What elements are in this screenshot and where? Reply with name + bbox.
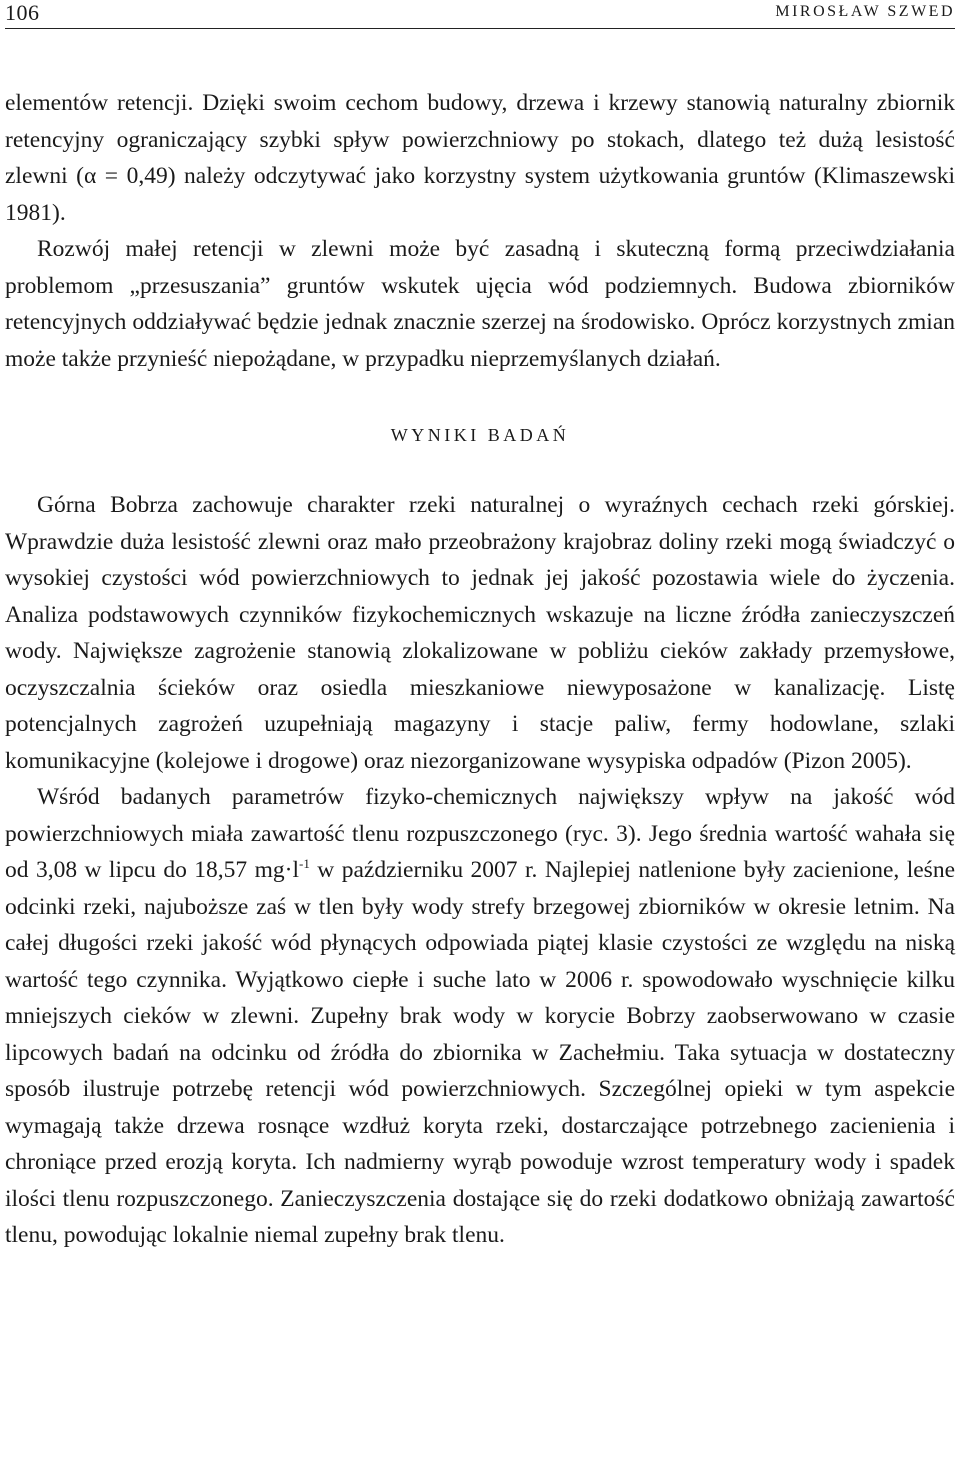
page-number: 106 bbox=[5, 0, 40, 25]
paragraph-retention-continuation: elementów retencji. Dzięki swoim cechom budowy, drzewa i krzewy stanowią naturalny zbiornik retencyjny ograniczający szybki spływ powierzchniowy po stokach, dlatego też dużą lesistość zlewni (α = 0,49) należy odczytywać jako korzystny system użytkowania gruntów (Klimaszewski 1981). bbox=[5, 90, 955, 226]
paragraph-small-retention: Rozwój małej retencji w zlewni może być zasadną i skuteczną formą przeciwdziałania problemom „przesuszania” gruntów wskutek ujęcia wód podziemnych. Budowa zbiorników retencyjnych oddziaływać będzie jednak znacznie szerzej na środowisko. Oprócz korzystnych zmian może także przynieść niepożądane, w przypadku nieprzemyślanych działań. bbox=[5, 236, 955, 372]
paragraph-oxygen-text-start: Wśród badanych parametrów fizyko-chemicznych największy wpływ na jakość wód powierzchniowych miała zawartość tlenu rozpuszczonego (ryc. 3). Jego średnia wartość wahała się od 3,08 w lipcu do 18,57 mg·l bbox=[5, 784, 955, 883]
unit-exponent: -1 bbox=[299, 856, 310, 871]
paragraph-oxygen-text-end: w październiku 2007 r. Najlepiej natlenione były zacienione, leśne odcinki rzeki, najuboższe zaś w tlen były wody strefy brzegowej zbiorników w okresie letnim. Na całej długości rzeki jakość wód płynących odpowiada piątej klasie czystości ze względu na niską wartość tego czynnika. Wyjątkowo ciepłe i suche lato w 2006 r. spowodowało wyschnięcie kilku mniejszych cieków w zlewni. Zupełny brak wody w korycie Bobrzy zaobserwowano w czasie lipcowych badań na odcinku od źródła do zbiornika w Zachełmiu. Taka sytuacja w dostateczny sposób ilustruje potrzebę retencji wód powierzchniowych. Szczególnej opieki w tym aspekcie wymagają także drzewa rosnące wzdłuż koryta rzeki, dostarczające potrzebnego zacienienia i chroniące przed erozją koryta. Ich nadmierny wyrąb powoduje wzrost temperatury wody i spadek ilości tlenu rozpuszczonego. Zanieczyszczenia dostające się do rzeki dodatkowo obniżają zawartość tlenu, powodując lokalnie niemal zupełny brak tlenu. bbox=[5, 857, 955, 1248]
section-heading: WYNIKI BADAŃ bbox=[390, 425, 570, 445]
running-header bbox=[5, 0, 955, 29]
book-page bbox=[5, 0, 955, 1254]
results-text bbox=[5, 487, 955, 1254]
running-author: MIROSŁAW SZWED bbox=[775, 3, 955, 20]
intro-text bbox=[5, 85, 955, 377]
paragraph-upper-bobrza: Górna Bobrza zachowuje charakter rzeki naturalnej o wyraźnych cechach rzeki górskiej. Wprawdzie duża lesistość zlewni oraz mało przeobrażony krajobraz doliny rzeki mogą świadczyć o wysokiej czystości wód powierzchniowych to jednak jej jakość pozostawia wiele do życzenia. Analiza podstawowych czynników fizykochemicznych wskazuje na liczne źródła zanieczyszczeń wody. Największe zagrożenie stanowią zlokalizowane w pobliżu cieków zakłady przemysłowe, oczyszczalnia ścieków oraz osiedla mieszkaniowe niewyposażone w kanalizację. Listę potencjalnych zagrożeń uzupełniają magazyny i stacje paliw, fermy hodowlane, szlaki komunikacyjne (kolejowe i drogowe) oraz niezorganizowane wysypiska odpadów (Pizon 2005). bbox=[5, 492, 955, 774]
paragraph-dissolved-oxygen bbox=[5, 779, 955, 1254]
